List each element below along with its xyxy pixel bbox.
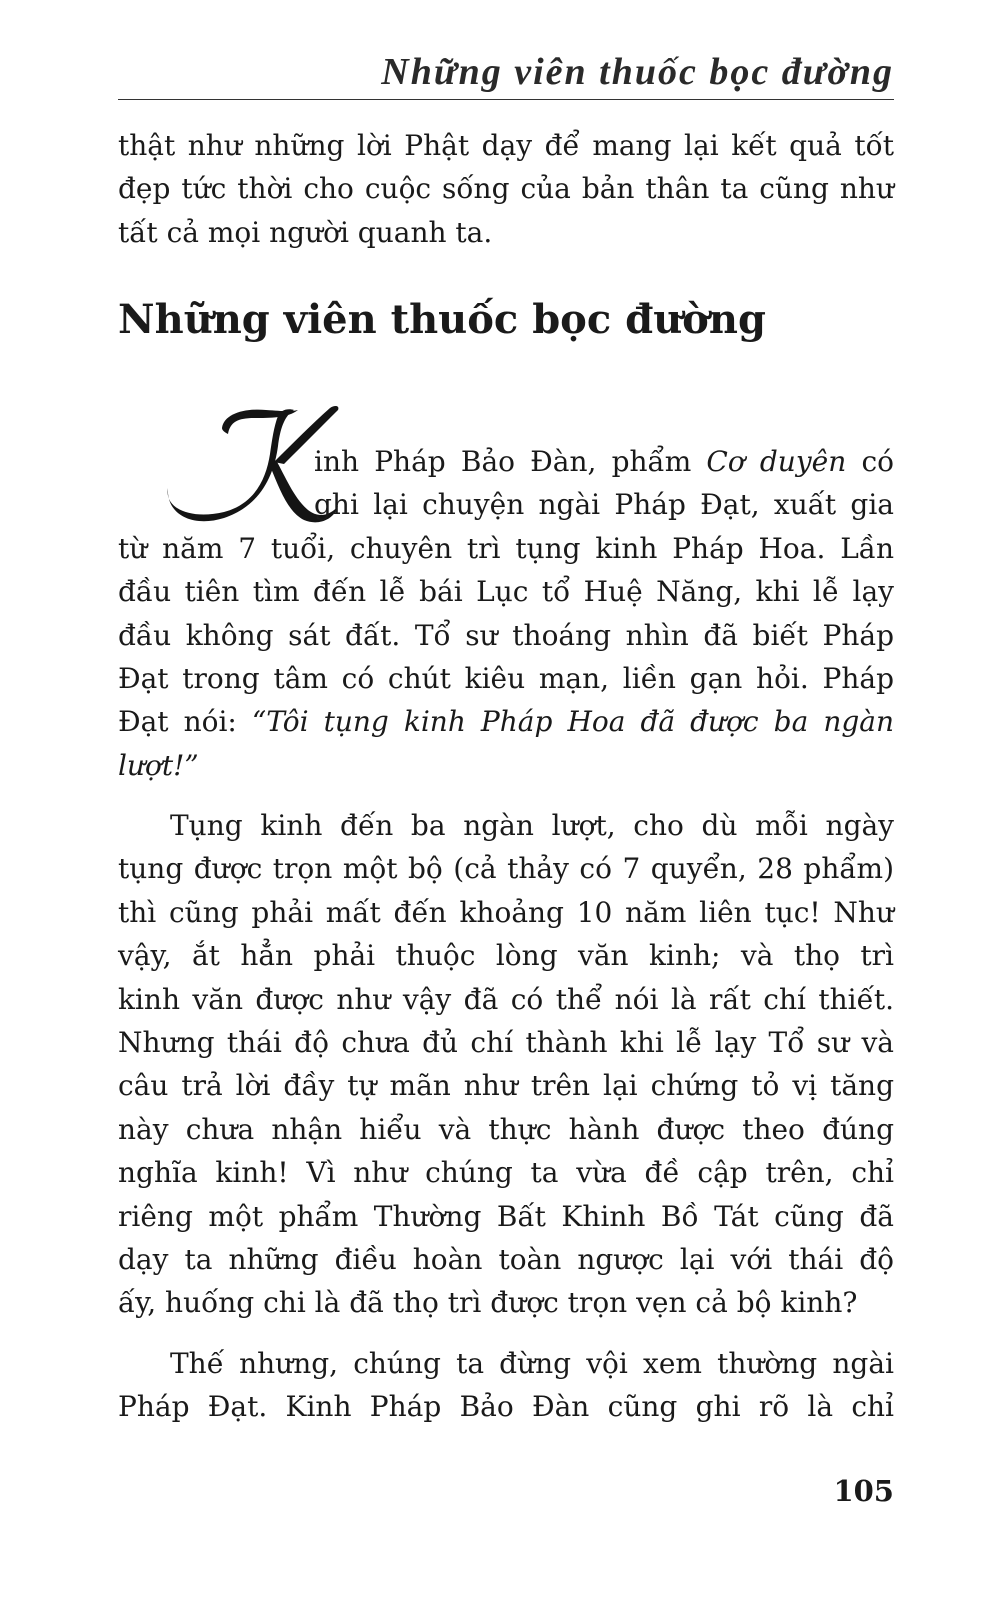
text-line: tụng được trọn một bộ (cả thảy có 7 quyển, 28 phẩm) (118, 852, 894, 886)
text-line: Tụng kinh đến ba ngàn lượt, cho dù mỗi ngày (170, 809, 894, 842)
text-line: thì cũng phải mất đến khoảng 10 năm liên tục! Như (118, 895, 894, 929)
text-line: câu trả lời đầy tự mãn như trên lại chứng tỏ vị tăng (118, 1069, 894, 1103)
text-line: đẹp tức thời cho cuộc sống của bản thân ta cũng như (118, 172, 894, 206)
text-segment: inh Pháp Bảo Đàn, phẩm (314, 445, 707, 478)
italic-term: Cơ duyên (706, 445, 847, 478)
text-line: tất cả mọi người quanh ta. (118, 215, 493, 249)
text-line: dạy ta những điều hoàn toàn ngược lại với thái độ (118, 1243, 894, 1277)
text-line (118, 440, 894, 483)
section-title: Những viên thuốc bọc đường (118, 296, 766, 343)
paragraph-3 (118, 1342, 894, 1429)
text-line (118, 700, 894, 743)
text-line: thật như những lời Phật dạy để mang lại kết quả tốt (118, 129, 894, 162)
running-head: Những viên thuốc bọc đường (381, 51, 894, 93)
book-page (118, 0, 894, 1600)
text-line: riêng một phẩm Thường Bất Khinh Bồ Tát cũng đã (118, 1199, 894, 1233)
text-line: nghĩa kinh! Vì như chúng ta vừa đề cập trên, chỉ (118, 1156, 894, 1190)
text-line: đầu không sát đất. Tổ sư thoáng nhìn đã biết Pháp (118, 618, 894, 652)
text-line: Nhưng thái độ chưa đủ chí thành khi lễ lạy Tổ sư và (118, 1026, 894, 1060)
text-segment: có (846, 445, 894, 478)
text-line: đầu tiên tìm đến lễ bái Lục tổ Huệ Năng, khi lễ lạy (118, 575, 894, 609)
text-line: ghi lại chuyện ngài Pháp Đạt, xuất gia (314, 488, 894, 522)
text-line: từ năm 7 tuổi, chuyên trì tụng kinh Pháp Hoa. Lần (118, 531, 894, 565)
paragraph-1 (118, 440, 894, 787)
page-number: 105 (833, 1474, 894, 1508)
text-segment: Đạt nói: (118, 705, 252, 739)
italic-quote: “Tôi tụng kinh Pháp Hoa đã được ba ngàn (251, 705, 895, 739)
intro-paragraph (118, 124, 894, 254)
text-line: kinh văn được như vậy đã có thể nói là rất chí thiết. (118, 982, 894, 1016)
text-line: này chưa nhận hiểu và thực hành được theo đúng (118, 1112, 894, 1146)
text-line: Thế nhưng, chúng ta đừng vội xem thường ngài (170, 1347, 894, 1380)
italic-quote: lượt!” (118, 748, 199, 782)
header-rule (118, 99, 894, 100)
text-line: Pháp Đạt. Kinh Pháp Bảo Đàn cũng ghi rõ là chỉ (118, 1390, 894, 1424)
paragraph-2 (118, 804, 894, 1325)
text-line: Đạt trong tâm có chút kiêu mạn, liền gạn hỏi. Pháp (118, 662, 894, 696)
text-line: vậy, ắt hẳn phải thuộc lòng văn kinh; và thọ trì (118, 939, 894, 973)
text-line: ấy, huống chi là đã thọ trì được trọn vẹn cả bộ kinh? (118, 1286, 858, 1320)
text-line (118, 744, 894, 787)
